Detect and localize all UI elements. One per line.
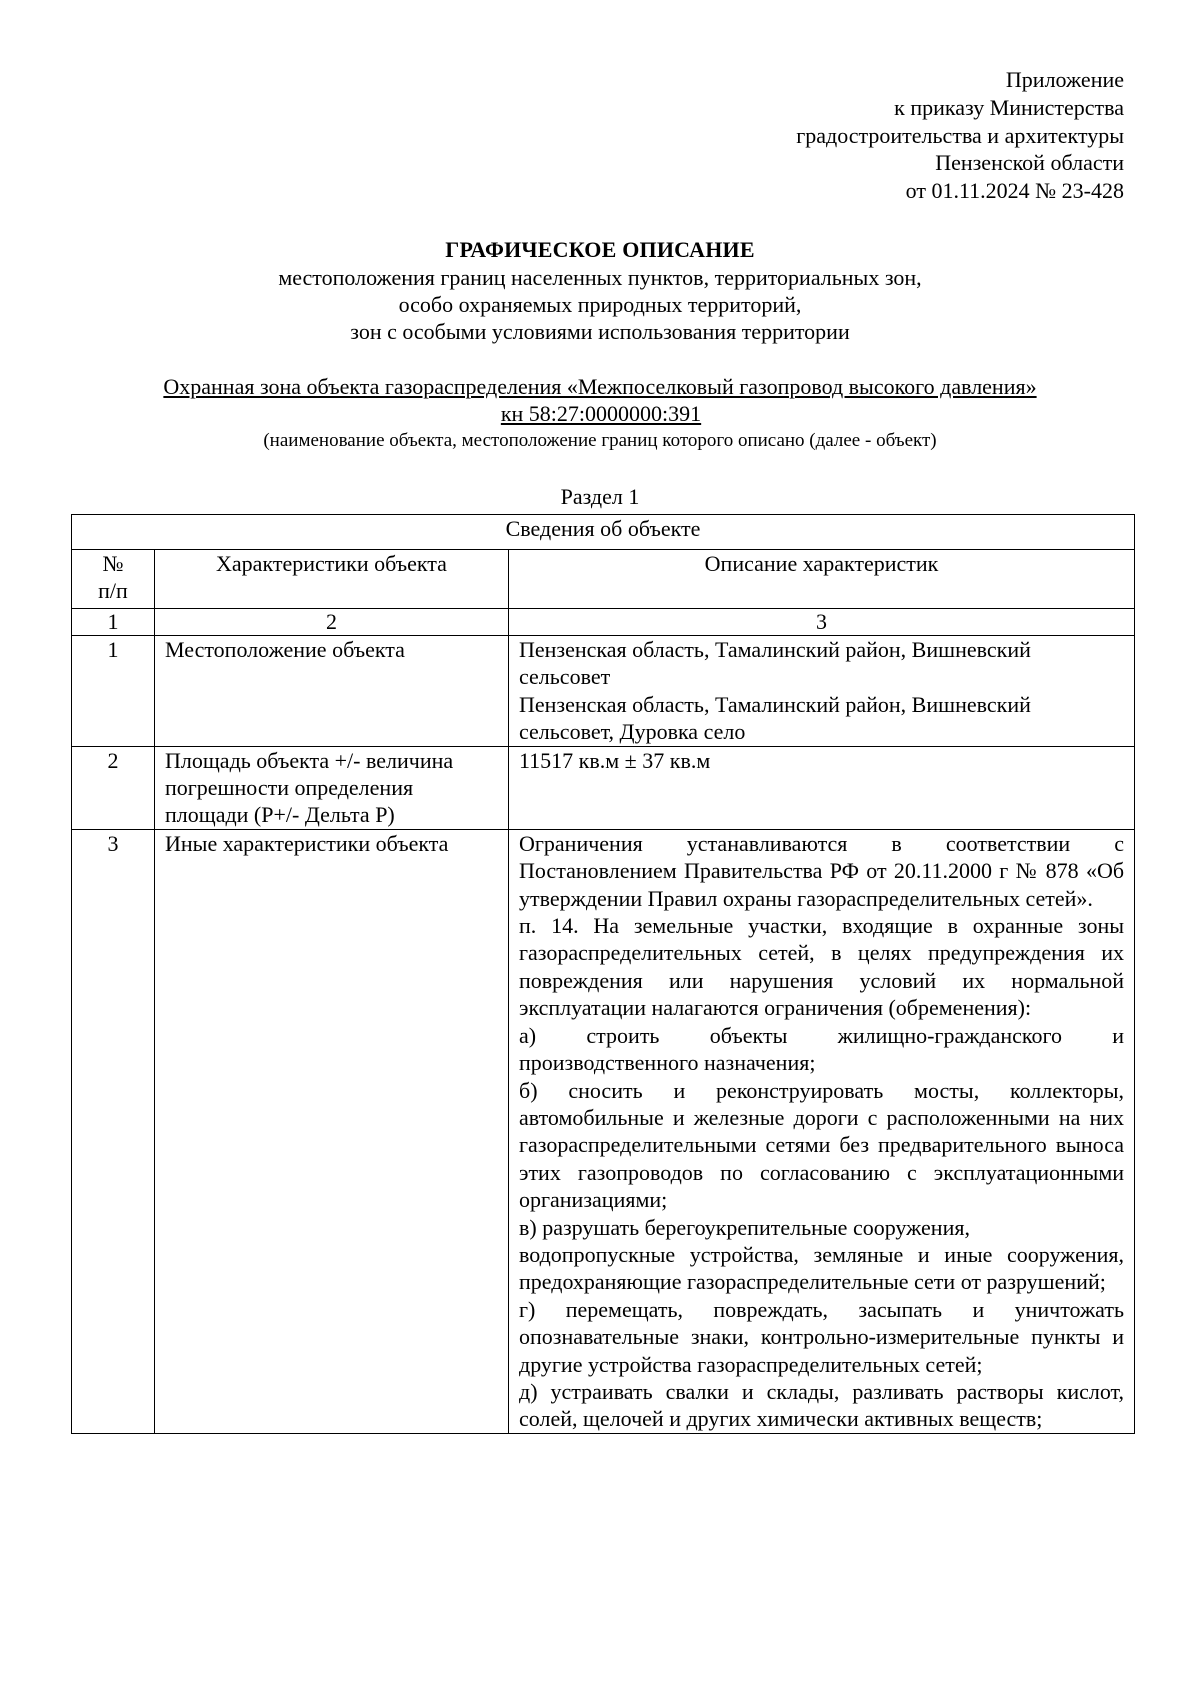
description-paragraph: водопропускные устройства, земляные и иные сооружения, предохраняющие газораспределительные сети от разрушений; (519, 1241, 1125, 1295)
header-characteristics: Характеристики объекта (155, 550, 509, 609)
description-paragraph: Ограничения устанавливаются в соответствии с Постановлением Правительства РФ от 20.11.2000 г № 878 «Об утверждении Правил охраны газораспределительных сетей». (519, 830, 1125, 911)
description-paragraph: б) сносить и реконструировать мосты, коллекторы, автомобильные и железные дороги с расположенными на них газораспределительными сетями без предварительного выноса этих газопроводов по согласованию с эксплуатационными организациями; (519, 1077, 1125, 1213)
row-number: 3 (72, 829, 155, 1433)
description-paragraph: г) перемещать, повреждать, засыпать и уничтожать опознавательные знаки, контрольно-измерительные пункты и другие устройства газораспределительных сетей; (519, 1296, 1125, 1377)
object-block (0, 373, 1200, 453)
description-paragraph: п. 14. На земельные участки, входящие в охранные зоны газораспределительных сетей, в целях предупреждения их повреждения или нарушения условий их нормальной эксплуатации налагаются ограничения (обременения): (519, 913, 1125, 1021)
object-info-table (71, 514, 1135, 1434)
row-description: 11517 кв.м ± 37 кв.м (509, 746, 1135, 829)
description-paragraph: в) разрушать берегоукрепительные сооружения, (519, 1214, 970, 1240)
description-paragraph: Пензенская область, Тамалинский район, Вишневский сельсовет, Дуровка село (519, 691, 1031, 745)
row-characteristic: Местоположение объекта (155, 636, 509, 747)
row-description (509, 636, 1135, 747)
appendix-line: к приказу Министерства (894, 94, 1124, 120)
object-caption: (наименование объекта, местоположение границ которого описано (далее - объект) (263, 430, 937, 451)
row-description (509, 829, 1135, 1433)
object-cadastral-number: кн 58:27:0000000:391 (500, 401, 702, 426)
row-characteristic: Иные характеристики объекта (155, 829, 509, 1433)
row-number: 1 (72, 636, 155, 747)
appendix-header (564, 66, 1124, 205)
column-number: 3 (509, 609, 1135, 636)
row-characteristic: Площадь объекта +/- величина погрешности определения площади (P+/- Дельта P) (155, 746, 509, 829)
document-subtitle-line: местоположения границ населенных пунктов, территориальных зон, (278, 265, 922, 290)
document-subtitle-line: особо охраняемых природных территорий, (398, 292, 802, 317)
appendix-line: Приложение (1005, 67, 1124, 92)
title-block (0, 236, 1200, 345)
appendix-order-date: от 01.11.2024 № 23-428 (905, 178, 1124, 204)
table-caption: Сведения об объекте (72, 515, 1135, 550)
table-caption-row (72, 515, 1135, 550)
description-paragraph: д) устраивать свалки и склады, разливать растворы кислот, солей, щелочей и других химически активных веществ; (519, 1378, 1125, 1432)
table-row (72, 829, 1135, 1433)
table-row (72, 636, 1135, 747)
row-number: 2 (72, 746, 155, 829)
table-row (72, 746, 1135, 829)
header-description: Описание характеристик (509, 550, 1135, 609)
appendix-line: Пензенской области (935, 150, 1124, 176)
header-number: № п/п (72, 550, 155, 609)
appendix-line: градостроительства и архитектуры (796, 122, 1124, 148)
description-paragraph: а) строить объекты жилищно-гражданского и производственного назначения; (519, 1022, 1125, 1076)
table-header-row (72, 550, 1135, 609)
description-paragraph: Пензенская область, Тамалинский район, Вишневский сельсовет (519, 637, 1031, 690)
table-column-numbers-row (72, 609, 1135, 636)
section-label: Раздел 1 (560, 484, 640, 509)
column-number: 1 (72, 609, 155, 636)
column-number: 2 (155, 609, 509, 636)
object-name: Охранная зона объекта газораспределения «Межпоселковый газопровод высокого давления» (163, 374, 1037, 399)
document-title: ГРАФИЧЕСКОЕ ОПИСАНИЕ (445, 237, 755, 262)
document-subtitle-line: зон с особыми условиями использования территории (350, 319, 850, 344)
